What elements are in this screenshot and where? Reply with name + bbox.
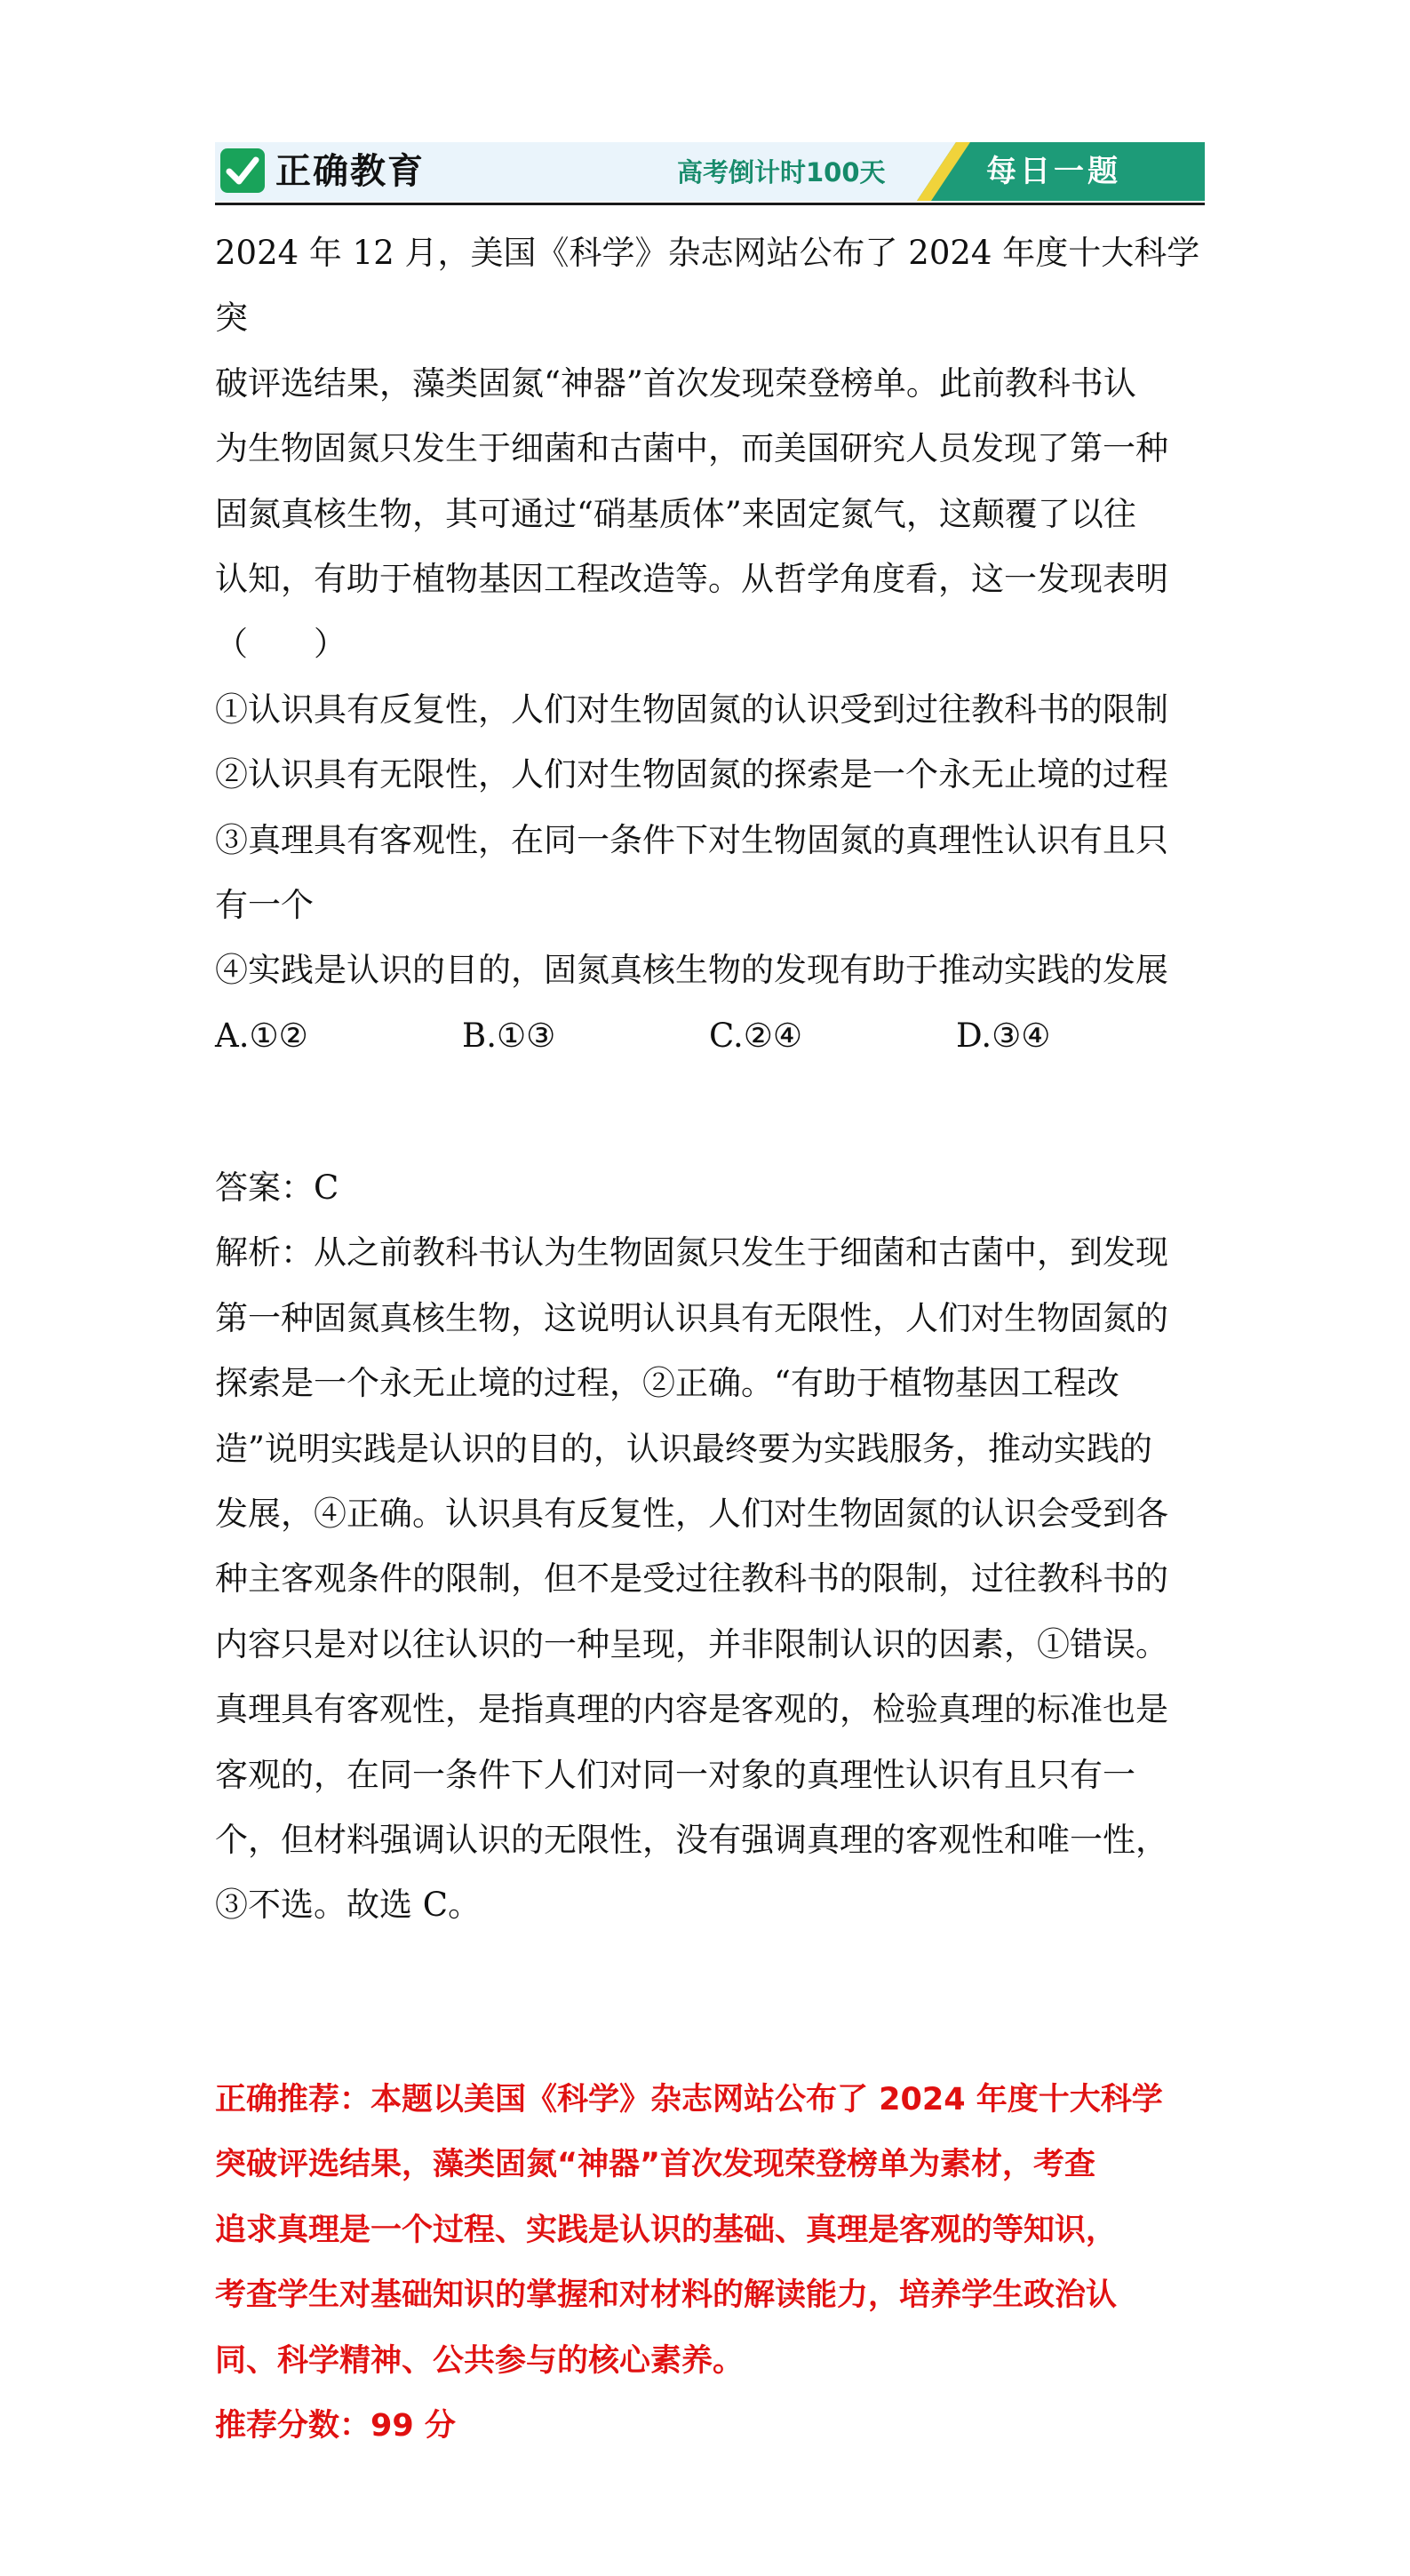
- question-stem-line: 为生物固氮只发生于细菌和古菌中，而美国研究人员发现了第一种: [215, 429, 1168, 468]
- analysis-line: ③不选。故选 C。: [215, 1886, 482, 1925]
- analysis-line: 探索是一个永无止境的过程，②正确。“有助于植物基因工程改: [215, 1364, 1119, 1403]
- checkmark-logo-icon: [220, 148, 265, 193]
- analysis-line: 发展，④正确。认识具有反复性，人们对生物固氮的认识会受到各: [215, 1495, 1168, 1534]
- option-c: C.②④: [709, 1016, 803, 1055]
- statement-line: ③真理具有客观性，在同一条件下对生物固氮的真理性认识有且只: [215, 820, 1168, 859]
- answer-blank: （ ）: [215, 625, 347, 664]
- analysis-line: 种主客观条件的限制，但不是受过往教科书的限制，过往教科书的: [215, 1559, 1168, 1599]
- answer-analysis-block: [215, 1155, 1205, 1938]
- question-stem-line: 破评选结果，藻类固氮“神器”首次发现荣登榜单。此前教科书认: [215, 363, 1136, 403]
- recommendation-line: 突破评选结果，藻类固氮“神器”首次发现荣登榜单为素材，考查: [215, 2147, 1096, 2183]
- header-banner: [215, 142, 1205, 201]
- statement-line: ④实践是认识的目的，固氮真核生物的发现有助于推动实践的发展: [215, 951, 1168, 990]
- header-divider: [215, 203, 1205, 205]
- recommendation-line: 考查学生对基础知识的掌握和对材料的解读能力，培养学生政治认: [215, 2277, 1118, 2314]
- exam-countdown: 高考倒计时100天: [677, 157, 886, 187]
- question-block: [215, 220, 1205, 1068]
- question-stem-line: 2024 年 12 月，美国《科学》杂志网站公布了 2024 年度十大科学突: [215, 234, 1200, 338]
- analysis-line: 个，但材料强调认识的无限性，没有强调真理的客观性和唯一性，: [215, 1821, 1168, 1860]
- recommendation-line: 追求真理是一个过程、实践是认识的基础、真理是客观的等知识，: [215, 2212, 1118, 2248]
- option-d: D.③④: [956, 1016, 1051, 1055]
- analysis-line: 真理具有客观性，是指真理的内容是客观的，检验真理的标准也是: [215, 1690, 1168, 1729]
- analysis-line: 第一种固氮真核生物，这说明认识具有无限性，人们对生物固氮的: [215, 1298, 1168, 1337]
- question-stem-line: 固氮真核生物，其可通过“硝基质体”来固定氮气，这颠覆了以往: [215, 494, 1136, 533]
- recommendation-line: 同、科学精神、公共参与的核心素养。: [215, 2342, 745, 2379]
- statement-line: ②认识具有无限性，人们对生物固氮的探索是一个永无止境的过程: [215, 755, 1168, 794]
- analysis-line: 客观的，在同一条件下人们对同一对象的真理性认识有且只有一: [215, 1755, 1135, 1794]
- option-a: A.①②: [215, 1016, 308, 1055]
- statement-line: ①认识具有反复性，人们对生物固氮的认识受到过往教科书的限制: [215, 690, 1168, 729]
- answer-label: 答案：C: [215, 1168, 339, 1207]
- option-b: B.①③: [462, 1016, 556, 1055]
- recommendation-block: [215, 2068, 1205, 2459]
- question-stem-line: 认知，有助于植物基因工程改造等。从哲学角度看，这一发现表明: [215, 560, 1168, 599]
- options-row: [215, 1003, 1205, 1068]
- daily-question-label: 每日一题: [986, 154, 1121, 189]
- analysis-line: 内容只是对以往认识的一种呈现，并非限制认识的因素，①错误。: [215, 1624, 1168, 1663]
- analysis-line: 造”说明实践是认识的目的，认识最终要为实践服务，推动实践的: [215, 1429, 1152, 1468]
- recommendation-score: 推荐分数：99 分: [215, 2408, 456, 2444]
- analysis-line: 解析：从之前教科书认为生物固氮只发生于细菌和古菌中，到发现: [215, 1233, 1168, 1272]
- recommendation-line: 正确推荐：本题以美国《科学》杂志网站公布了 2024 年度十大科学: [215, 2082, 1163, 2117]
- statement-line: 有一个: [215, 886, 314, 925]
- brand-name: 正确教育: [275, 151, 425, 192]
